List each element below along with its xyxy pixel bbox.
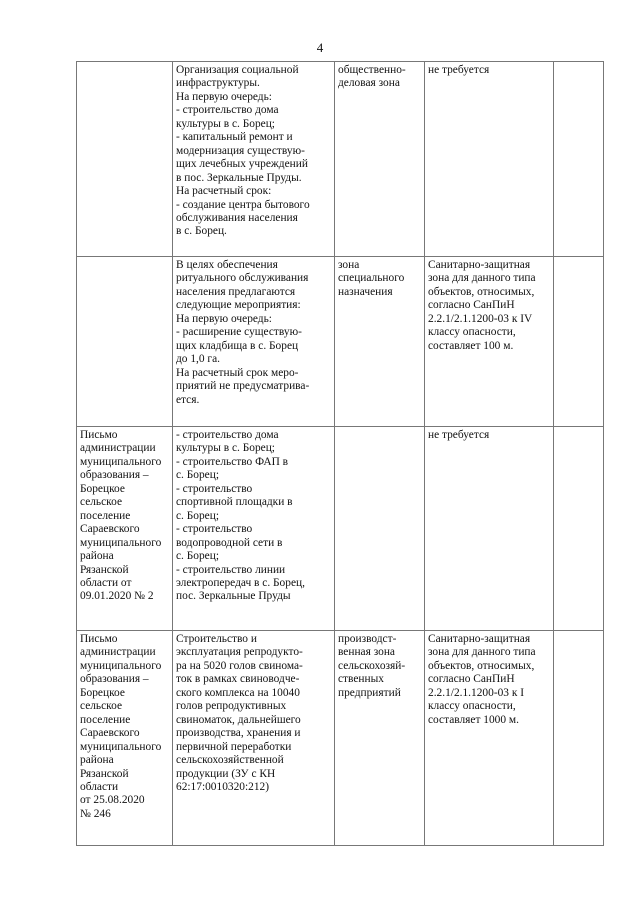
restrictions-cell: Санитарно-защитная зона для данного типа объектов, относимых, согласно СанПиН 2.2.1/2.1.1200-03 к IV классу опасности, составляет 100 м. xyxy=(425,257,554,427)
measures-cell: - строительство дома культуры в с. Борец; - строительство ФАП в с. Борец; - строительство спортивной площадки в с. Борец; - строительство водопроводной сети в с. Борец; - строительство линии электропередач в с. Борец, пос. Зеркальные Пруды xyxy=(173,427,335,631)
zone-cell: производст- венная зона сельскохозяй- ственных предприятий xyxy=(335,631,425,846)
extra-cell xyxy=(554,62,604,257)
extra-cell xyxy=(554,631,604,846)
table-row xyxy=(77,62,604,257)
table-row xyxy=(77,631,604,846)
table-row xyxy=(77,257,604,427)
planning-measures-table xyxy=(76,61,604,846)
page-number: 4 xyxy=(316,40,324,55)
restrictions-cell: не требуется xyxy=(425,62,554,257)
extra-cell xyxy=(554,427,604,631)
measures-cell: Организация социальной инфраструктуры. На первую очередь: - строительство дома культуры в с. Борец; - капитальный ремонт и модернизация существую- щих лечебных учреждений в пос. Зеркальные Пруды. На расчетный срок: - создание центра бытового обслуживания населения в с. Борец. xyxy=(173,62,335,257)
zone-cell: общественно- деловая зона xyxy=(335,62,425,257)
measures-cell: В целях обеспечения ритуального обслуживания населения предлагаются следующие мероприятия: На первую очередь: - расширение существую- щих кладбища в с. Борец до 1,0 га. На расчетный срок меро- приятий не предусматрива- ется. xyxy=(173,257,335,427)
document-cell xyxy=(77,257,173,427)
measures-cell: Строительство и эксплуатация репродукто- ра на 5020 голов свинома- ток в рамках свиноводче- ского комплекса на 10040 голов репродуктивных свиноматок, дальнейшего производства, хранения и первичной переработки сельскохозяйственной продукции (ЗУ с КН 62:17:0010320:212) xyxy=(173,631,335,846)
zone-cell xyxy=(335,427,425,631)
table-row xyxy=(77,427,604,631)
restrictions-cell: Санитарно-защитная зона для данного типа объектов, относимых, согласно СанПиН 2.2.1/2.1.1200-03 к I классу опасности, составляет 1000 м. xyxy=(425,631,554,846)
restrictions-cell: не требуется xyxy=(425,427,554,631)
document-cell: Письмо администрации муниципального образования – Борецкое сельское поселение Сараевского муниципального района Рязанской области от 25.08.2020 № 246 xyxy=(77,631,173,846)
extra-cell xyxy=(554,257,604,427)
document-cell xyxy=(77,62,173,257)
document-cell: Письмо администрации муниципального образования – Борецкое сельское поселение Сараевского муниципального района Рязанской области от 09.01.2020 № 2 xyxy=(77,427,173,631)
zone-cell: зона специального назначения xyxy=(335,257,425,427)
